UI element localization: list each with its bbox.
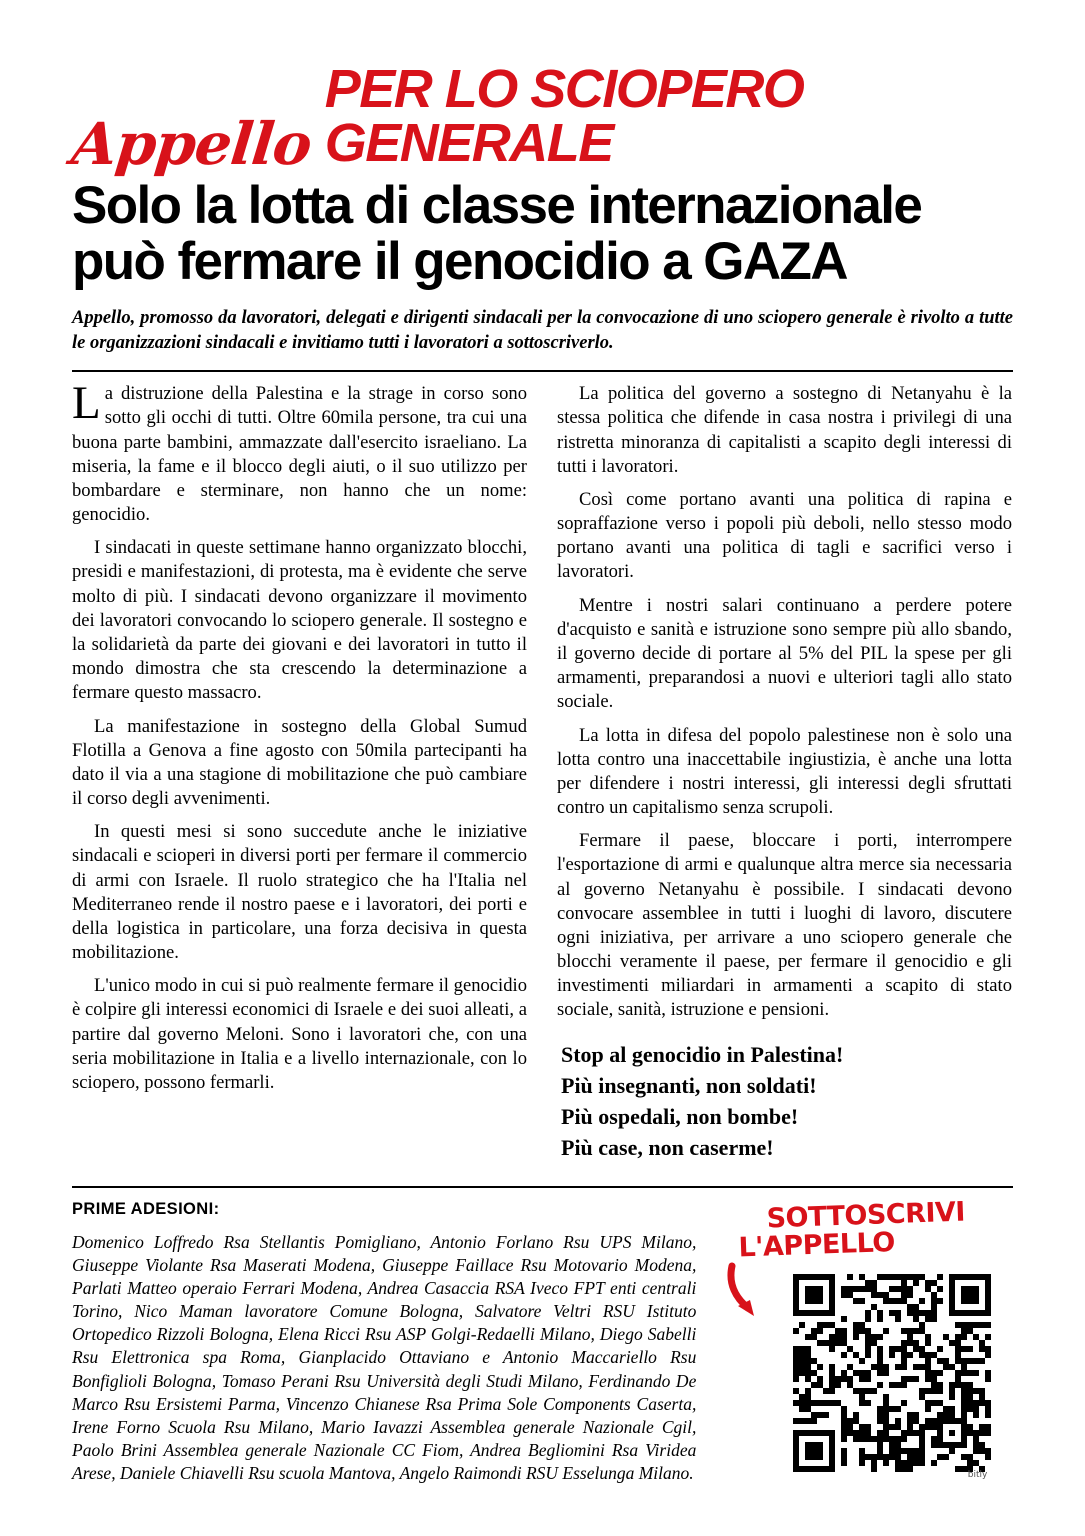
slogan-item: Più insegnanti, non soldati! [561,1072,817,1098]
signatories-title: PRIME ADESIONI: [72,1200,220,1218]
qr-code-image[interactable] [793,1274,991,1472]
right-column [557,382,1012,1163]
paragraph: La distruzione della Palestina e la strage in corso sono sotto gli occhi di tutti. Oltre 60mila persone, tra cui una buona parte bambini, ammazzate dall'esercito israeliano. La miseria, la fame e il blocco degli aiuti, o il suo utilizzo per bombardare e sterminare, non hanno che un nome: genocidio. [72,377,527,526]
paragraph: La politica del governo a sostegno di Netanyahu è la stessa politica che difende in casa nostra i privilegi di una ristretta minoranza di capitalisti a scapito degli interessi di tutti i lavoratori. [557,383,1012,477]
qr-call-to-action[interactable] [720,1196,1013,1485]
kicker-text: Appello, promosso da lavoratori, delegati e dirigenti sindacali per la convocazione di uno sciopero generale è rivolto a tutte le organizzazioni sindacali e invitiamo tutti i lavoratori a sottoscriverlo. [72,308,1013,354]
qr-call-line-1: SOTTOSCRIVI [766,1196,966,1235]
paragraph: In questi mesi si sono succedute anche le iniziative sindacali e scioperi in diversi porti per fermare il commercio di armi con Israele. Il ruolo strategico che ha l'Italia nel Mediterraneo rende il nostro paese e i lavoratori, dei porti e della logistica in particolare, una forza decisiva in questa mobilitazione. [72,821,527,964]
curved-arrow-icon [726,1262,786,1320]
signatories-text: Domenico Loffredo Rsa Stellantis Pomigliano, Antonio Forlano Rsu UPS Milano, Giuseppe Violante Rsa Maserati Modena, Giuseppe Faillace Rsu Motovario Modena, Parlati Matteo operaio Ferrari Modena, Andrea Casaccia RSA Iveco FPT enti centrali Torino, Nico Maman lavoratore Comune Bologna, Salvatore Veltri RSU Istituto Ortopedico Rizzoli Bologna, Elena Ricci Rsu ASP Golgi-Redaelli Milano, Diego Sabelli Rsu Elettronica spa Roma, Gianplacido Ottaviano e Antonio Maccariello Rsu Bonfiglioli Bologna, Tomaso Perani Rsu Università degli Studi Milano, Ferdinando De Marco Rsu Ersistemi Parma, Vincenzo Chianese Rsa Prima Sole Components Caserta, Irene Forno Scuola Rsu Milano, Mario Iavazzi Assemblea generale Nazionale Cgil, Paolo Brini Assemblea generale Nazionale CC Fiom, Andrea Begliomini Rsa Viridea Arese, Daniele Chiavelli Rsu scuola Mantova, Angelo Raimondi RSU Esselunga Milano. [72,1232,697,1483]
signatories-block [72,1200,696,1485]
footer-divider [72,1186,1013,1188]
paragraph: Così come portano avanti una politica di rapina e sopraffazione verso i popoli più deboli, nello stesso modo portano avanti una politica di tagli e sacrifici verso i lavoratori. [557,488,1012,583]
slogan-list [557,1039,1012,1164]
page-title [72,178,1013,290]
paragraph: L'unico modo in cui si può realmente fermare il genocidio è colpire gli interessi economici di Israele e dei suoi alleati, a partire dal governo Meloni. Sono i lavoratori che, con una seria mobilitazione in Italia e a livello internazionale, con lo sciopero, possono fermarli. [72,975,527,1093]
qr-call-line-2: L'APPELLO [738,1227,896,1264]
header-divider [72,370,1013,372]
masthead-script-word: Appello [68,109,315,178]
masthead-red-title: PER LO SCIOPERO GENERALE [324,59,804,173]
masthead [68,59,1013,178]
slogan-item: Più ospedali, non bombe! [561,1104,799,1130]
article-columns [72,377,1013,1163]
slogan-item: Più case, non caserme! [561,1135,774,1161]
paragraph: La manifestazione in sostegno della Global Sumud Flotilla a Genova a fine agosto con 50mila partecipanti ha dato il via a una stagione di mobilitazione che può cambiare il corso degli avvenimenti. [72,715,527,810]
slogan-item: Stop al genocidio in Palestina! [561,1041,844,1067]
footer [72,1186,1013,1485]
left-column [72,377,527,1163]
headline-line-2: può fermare il genocidio a GAZA [72,232,847,292]
paragraph: I sindacati in queste settimane hanno organizzato blocchi, presidi e manifestazioni, di protesta, ma è evidente che serve molto di più. I sindacati devono organizzare il movimento dei lavoratori convocando lo sciopero generale. Il sostegno e la solidarietà da parte dei giovani e dei lavoratori in tutto il mondo dimostra che sta crescendo la determinazione a fermare questo massacro. [72,537,527,704]
headline-line-1: Solo la lotta di classe internazionale [72,176,922,235]
paragraph: Fermare il paese, bloccare i porti, interrompere l'esportazione di armi e qualunque altra merce sia necessaria al governo Netanyahu è possibile. I sindacati devono convocare assemblee in tutti i luoghi di lavoro, discutere ogni iniziativa, per arrivare a uno sciopero generale che blocchi veramente il paese, per fermare il genocidio e gli investimenti miliardari in armamenti a scapito di stato sociale, sanità, istruzione e pensioni. [557,830,1012,1021]
paragraph: Mentre i nostri salari continuano a perdere potere d'acquisto e sanità e istruzione sono sempre più allo sbando, il governo decide di portare al 5% del PIL la spese per gli armamenti, preparandosi a nuovi e ulteriori tagli allo stato sociale. [557,594,1012,713]
qr-call-text [719,1197,1013,1264]
qr-code[interactable] [784,1265,998,1479]
qr-credit-label: bitly [967,1469,988,1480]
paragraph: La lotta in difesa del popolo palestinese non è solo una lotta contro una inaccettabile ingiustizia, è anche una lotta per difendere i nostri interessi, gli interessi degli sfruttati contro un capitalismo senza scrupoli. [557,724,1012,819]
